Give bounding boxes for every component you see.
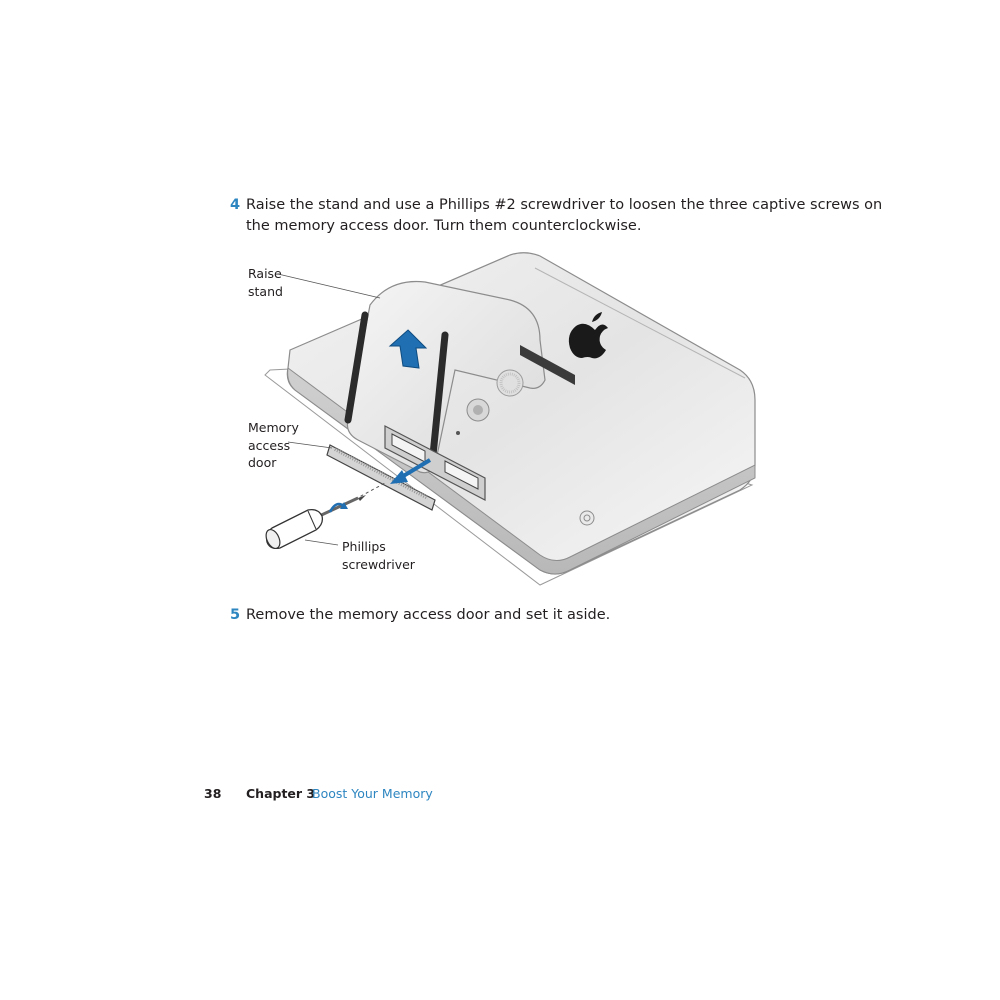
chapter-label: Chapter 3 [246, 786, 316, 801]
step-number: 4 [230, 197, 241, 213]
callout-raise-stand [248, 265, 283, 300]
step-4 [230, 195, 883, 239]
chapter-title: Boost Your Memory [312, 786, 433, 801]
step-number: 5 [230, 607, 241, 623]
step-5 [230, 605, 830, 627]
callout-line: stand [248, 283, 283, 299]
step-text-line-1: Raise the stand and use a Phillips #2 screwdriver to loosen the three captive screws on [246, 197, 883, 213]
leader-screwdriver [305, 540, 338, 545]
power-button [580, 511, 594, 525]
page-number: 38 [204, 786, 222, 801]
callout-line: Phillips [342, 539, 386, 554]
callout-memory-access-door [248, 419, 299, 472]
step-text-line-2: the memory access door. Turn them counterclockwise. [246, 218, 642, 234]
callout-line: Raise [248, 266, 282, 281]
callout-line: door [248, 455, 277, 470]
step-text-line-1: Remove the memory access door and set it aside. [246, 607, 611, 623]
callout-line: screwdriver [342, 556, 415, 572]
callout-phillips-screwdriver [342, 538, 415, 573]
leader-raise-stand [278, 274, 380, 298]
callout-line: access [248, 437, 291, 453]
imac-back-illustration [240, 250, 780, 595]
callout-line: Memory [248, 420, 299, 435]
